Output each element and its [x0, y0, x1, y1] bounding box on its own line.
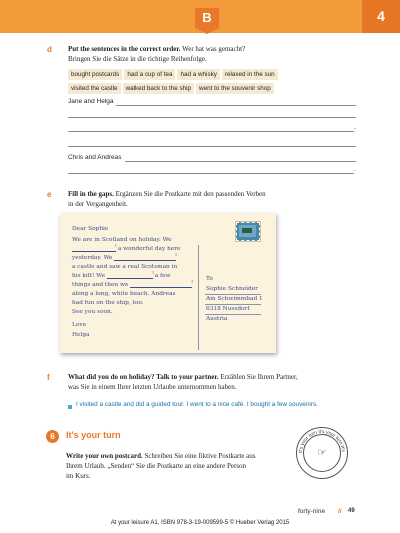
phrase-chip: visited the castle — [68, 83, 121, 94]
exercise-f-instruction — [68, 372, 368, 392]
postcard-signature: Helga — [72, 332, 90, 338]
address-city: 6318 Nussdorf — [206, 306, 250, 312]
gap-number: 2 — [174, 252, 178, 257]
section6-instruction-rest: Schreiben Sie eine fiktive Postkarte aus — [142, 452, 256, 460]
stamp-picture — [239, 225, 256, 237]
postcard-line-2 — [72, 243, 181, 252]
address-to: To — [206, 276, 213, 282]
answer-line[interactable] — [68, 117, 356, 118]
exercise-d-instruction — [68, 44, 358, 64]
gap-field-2[interactable] — [114, 252, 178, 261]
exercise-e-instruction-bold: Fill in the gaps. — [68, 190, 114, 198]
answer-line[interactable] — [68, 173, 354, 174]
answer-line[interactable] — [68, 131, 354, 132]
example-answer: I visited a castle and did a guided tour. I went to a nice café. I bought a few souvenirs. — [76, 401, 318, 408]
postcard-divider — [198, 245, 199, 350]
postcard-line-5-text: his kilt! We — [72, 273, 106, 279]
exercise-f-instruction-bold: What did you do on holiday? Talk to your partner. — [68, 373, 219, 381]
postcard-line-3 — [72, 252, 178, 261]
gap-number: 1 — [114, 243, 117, 248]
exercise-f-letter: f — [47, 373, 50, 382]
phrase-chip: had a cup of tea — [124, 69, 175, 80]
exercise-f-instruction-line2: was Sie in einem Ihrer letzten Urlaube unternommen haben. — [68, 383, 237, 391]
phrase-chip: had a whisky — [177, 69, 219, 80]
postcard-line-7: along a long, white beach. Andreas — [72, 291, 176, 297]
section-number: 6 — [46, 430, 59, 443]
section6-instruction-line2: Ihrem Urlaub. „Senden“ Sie die Postkarte an eine andere Person — [66, 462, 246, 470]
sentence-dot: . — [354, 124, 356, 131]
answer-line[interactable] — [68, 146, 356, 147]
gap-field-4[interactable] — [130, 279, 194, 288]
address-name: Sophie Schneider — [206, 286, 258, 292]
address-line — [205, 314, 261, 315]
gap-number: 4 — [190, 279, 194, 284]
footer-separator: // — [338, 508, 342, 515]
postcard-line-5 — [72, 270, 171, 279]
footer-credit: At your leisure A1, ISBN 978-3-19-009599-5 © Hueber Verlag 2015 — [110, 520, 290, 526]
write-label-chris-andreas: Chris and Andreas — [68, 154, 122, 161]
postcard-line-5-after: a few — [154, 273, 171, 279]
postcard-line-6-text: things and then we — [72, 282, 129, 288]
exercise-f-instruction-rest: Erzählen Sie Ihrem Partner, — [218, 373, 298, 381]
address-country: Austria — [206, 316, 228, 322]
exercise-d-instruction-rest: Wer hat was gemacht? — [180, 45, 246, 53]
address-line — [205, 294, 261, 295]
footer-page-number: 49 — [348, 508, 355, 514]
phrase-chip: relaxed in the sun — [222, 69, 278, 80]
postcard-greeting: Dear Sophie — [72, 226, 109, 232]
badge-text: It's your turn It's your turn It's — [298, 429, 345, 454]
pointing-hand-icon: ☞ — [317, 447, 327, 459]
footer-page-word: forty-nine — [298, 508, 326, 515]
section-title: It's your turn — [66, 430, 121, 440]
gap-field-1[interactable] — [72, 243, 117, 252]
exercise-e-letter: e — [47, 190, 52, 199]
phrase-chip: bought postcards — [68, 69, 122, 80]
postcard-line-3-text: yesterday. We — [72, 255, 113, 261]
exercise-d-instruction-line2: Bringen Sie die Sätze in die richtige Reihenfolge. — [68, 55, 207, 63]
postcard-line-1: We are in Scotland on holiday. We — [72, 237, 172, 243]
write-row-jane-helga — [68, 98, 116, 105]
postcard-line-9: See you soon. — [72, 309, 113, 315]
write-label-jane-helga: Jane and Helga — [68, 98, 114, 105]
exercise-e-instruction-line2: in der Vergangenheit. — [68, 200, 128, 208]
bullet-square-icon — [68, 405, 72, 409]
phrase-chip: went to the souvenir shop — [196, 83, 274, 94]
exercise-e-instruction-rest: Ergänzen Sie die Postkarte mit den passenden Verben — [113, 190, 266, 198]
sentence-dot: . — [354, 166, 356, 173]
stamp-image — [236, 222, 260, 241]
section6-instruction-bold: Write your own postcard. — [66, 452, 143, 460]
section-tab: B — [195, 8, 219, 28]
postcard-closing: Love — [72, 322, 87, 328]
unit-number: 4 — [362, 0, 400, 33]
exercise-d-letter: d — [47, 45, 52, 54]
phrase-box — [68, 69, 358, 97]
postcard-line-4: a castle and saw a real Scotsman in — [72, 264, 178, 270]
section6-instruction-line3: im Kurs. — [66, 472, 91, 480]
gap-field-3[interactable] — [107, 270, 154, 279]
gap-number: 3 — [151, 270, 154, 275]
phrase-row-1 — [68, 69, 358, 80]
section6-instruction — [66, 451, 294, 481]
exercise-e-instruction — [68, 189, 358, 209]
postcard-line-8: had fun on the ship, too. — [72, 300, 144, 306]
address-line — [205, 304, 261, 305]
answer-line[interactable] — [125, 161, 356, 162]
postcard-line-6 — [72, 279, 194, 288]
postcard-line-2-text: a wonderful day here — [117, 246, 181, 252]
exercise-d-instruction-bold: Put the sentences in the correct order. — [68, 45, 181, 53]
phrase-chip: walked back to the ship — [123, 83, 194, 94]
your-turn-badge — [296, 427, 348, 479]
write-row-chris-andreas — [68, 154, 123, 161]
answer-line[interactable] — [116, 105, 356, 106]
phrase-row-2 — [68, 83, 358, 94]
address-street: Am Schwimmbad 1 — [206, 296, 263, 302]
